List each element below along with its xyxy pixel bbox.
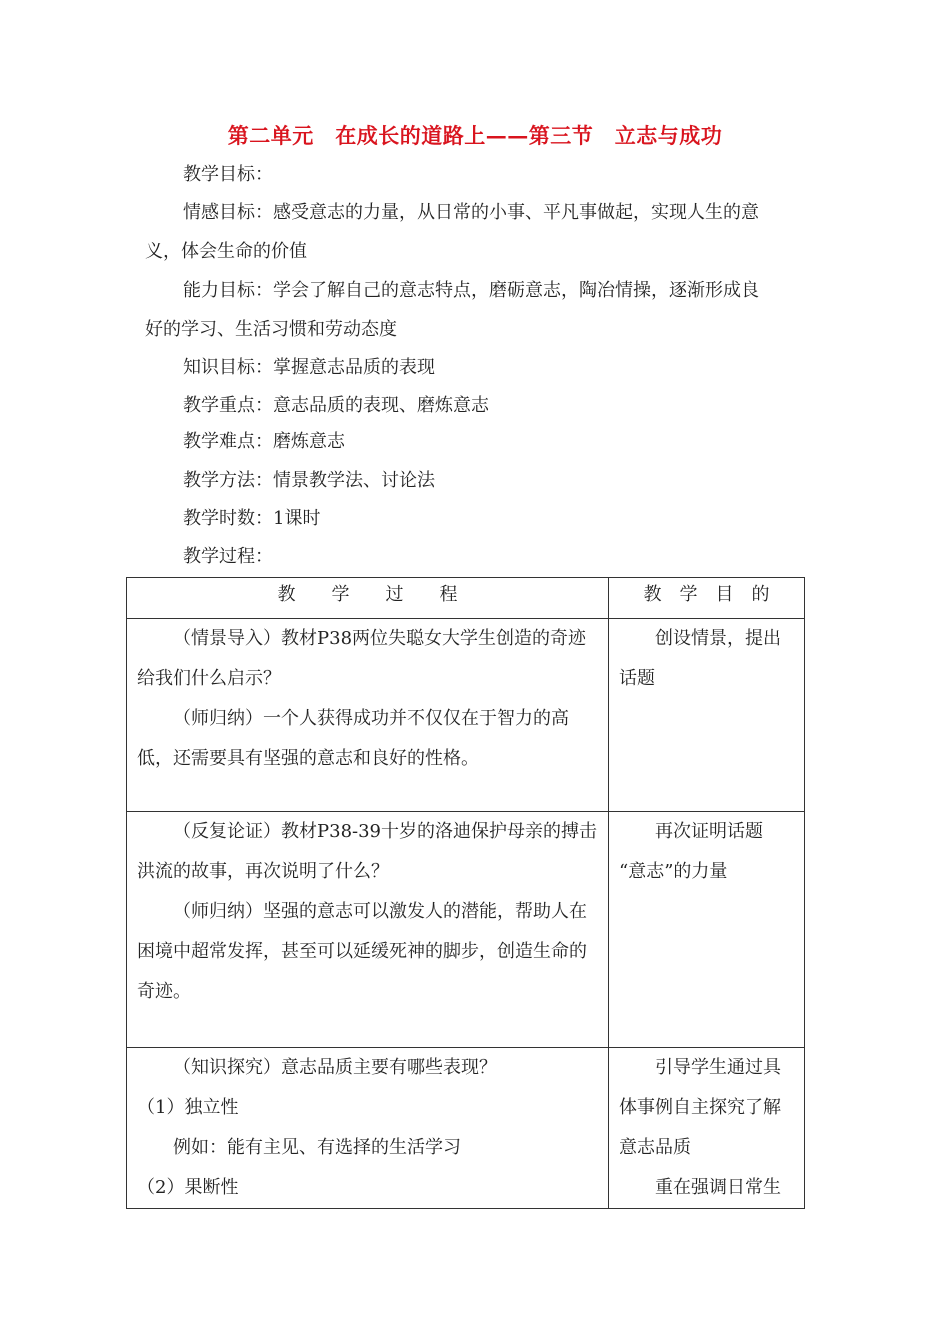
- table-header-row: [127, 578, 805, 619]
- process-paragraph: （情景导入）教材P38两位失聪女大学生创造的奇迹给我们什么启示？: [137, 628, 587, 689]
- ability-objective-line1: 能力目标：学会了解自己的意志特点，磨砺意志，陶冶情操，逐渐形成良: [183, 280, 759, 301]
- process-paragraph: （2）果断性: [137, 1177, 239, 1198]
- purpose-paragraph: 重在强调日常生: [655, 1177, 781, 1198]
- ability-objective-line2: 好的学习、生活习惯和劳动态度: [145, 319, 397, 340]
- document-title: 第二单元 在成长的道路上——第三节 立志与成功: [227, 123, 723, 148]
- knowledge-objective: 知识目标：掌握意志品质的表现: [183, 357, 435, 378]
- header-purpose: 教 学 目 的: [609, 578, 805, 619]
- teaching-method: 教学方法：情景教学法、讨论法: [183, 470, 435, 491]
- table-row: [127, 812, 805, 1048]
- purpose-paragraph: 引导学生通过具体事例自主探究了解意志品质: [619, 1057, 781, 1158]
- objectives-heading: 教学目标：: [183, 164, 273, 185]
- teaching-process-table: [126, 577, 805, 1209]
- table-row: [127, 619, 805, 812]
- emotion-objective-line2: 义，体会生命的价值: [145, 241, 307, 262]
- teaching-hours: 教学时数：1课时: [183, 508, 321, 529]
- purpose-cell: [609, 619, 805, 812]
- header-process: 教 学 过 程: [127, 578, 609, 619]
- process-paragraph: （1）独立性: [137, 1097, 239, 1118]
- emotion-objective-line1: 情感目标：感受意志的力量，从日常的小事、平凡事做起，实现人生的意: [183, 202, 759, 223]
- purpose-cell: [609, 1048, 805, 1209]
- teaching-key-points: 教学重点：意志品质的表现、磨炼意志: [183, 395, 489, 416]
- purpose-cell: [609, 812, 805, 1048]
- process-cell: [127, 1048, 609, 1209]
- teaching-difficulty: 教学难点：磨炼意志: [183, 431, 345, 452]
- purpose-paragraph: 创设情景，提出话题: [619, 628, 781, 689]
- process-paragraph: （反复论证）教材P38-39十岁的洛迪保护母亲的搏击洪流的故事，再次说明了什么？: [137, 821, 597, 882]
- process-paragraph: （师归纳）一个人获得成功并不仅仅在于智力的高低，还需要具有坚强的意志和良好的性格。: [137, 708, 569, 769]
- process-paragraph: （知识探究）意志品质主要有哪些表现？: [173, 1057, 497, 1078]
- process-cell: [127, 812, 609, 1048]
- process-cell: [127, 619, 609, 812]
- teaching-process-heading: 教学过程：: [183, 546, 273, 567]
- process-paragraph: 例如：能有主见、有选择的生活学习: [173, 1137, 461, 1158]
- purpose-paragraph: “意志”的力量: [619, 861, 728, 882]
- table-row: [127, 1048, 805, 1209]
- purpose-paragraph: 再次证明话题: [655, 821, 763, 842]
- process-paragraph: （师归纳）坚强的意志可以激发人的潜能，帮助人在困境中超常发挥，甚至可以延缓死神的脚步，创造生命的奇迹。: [137, 901, 587, 1002]
